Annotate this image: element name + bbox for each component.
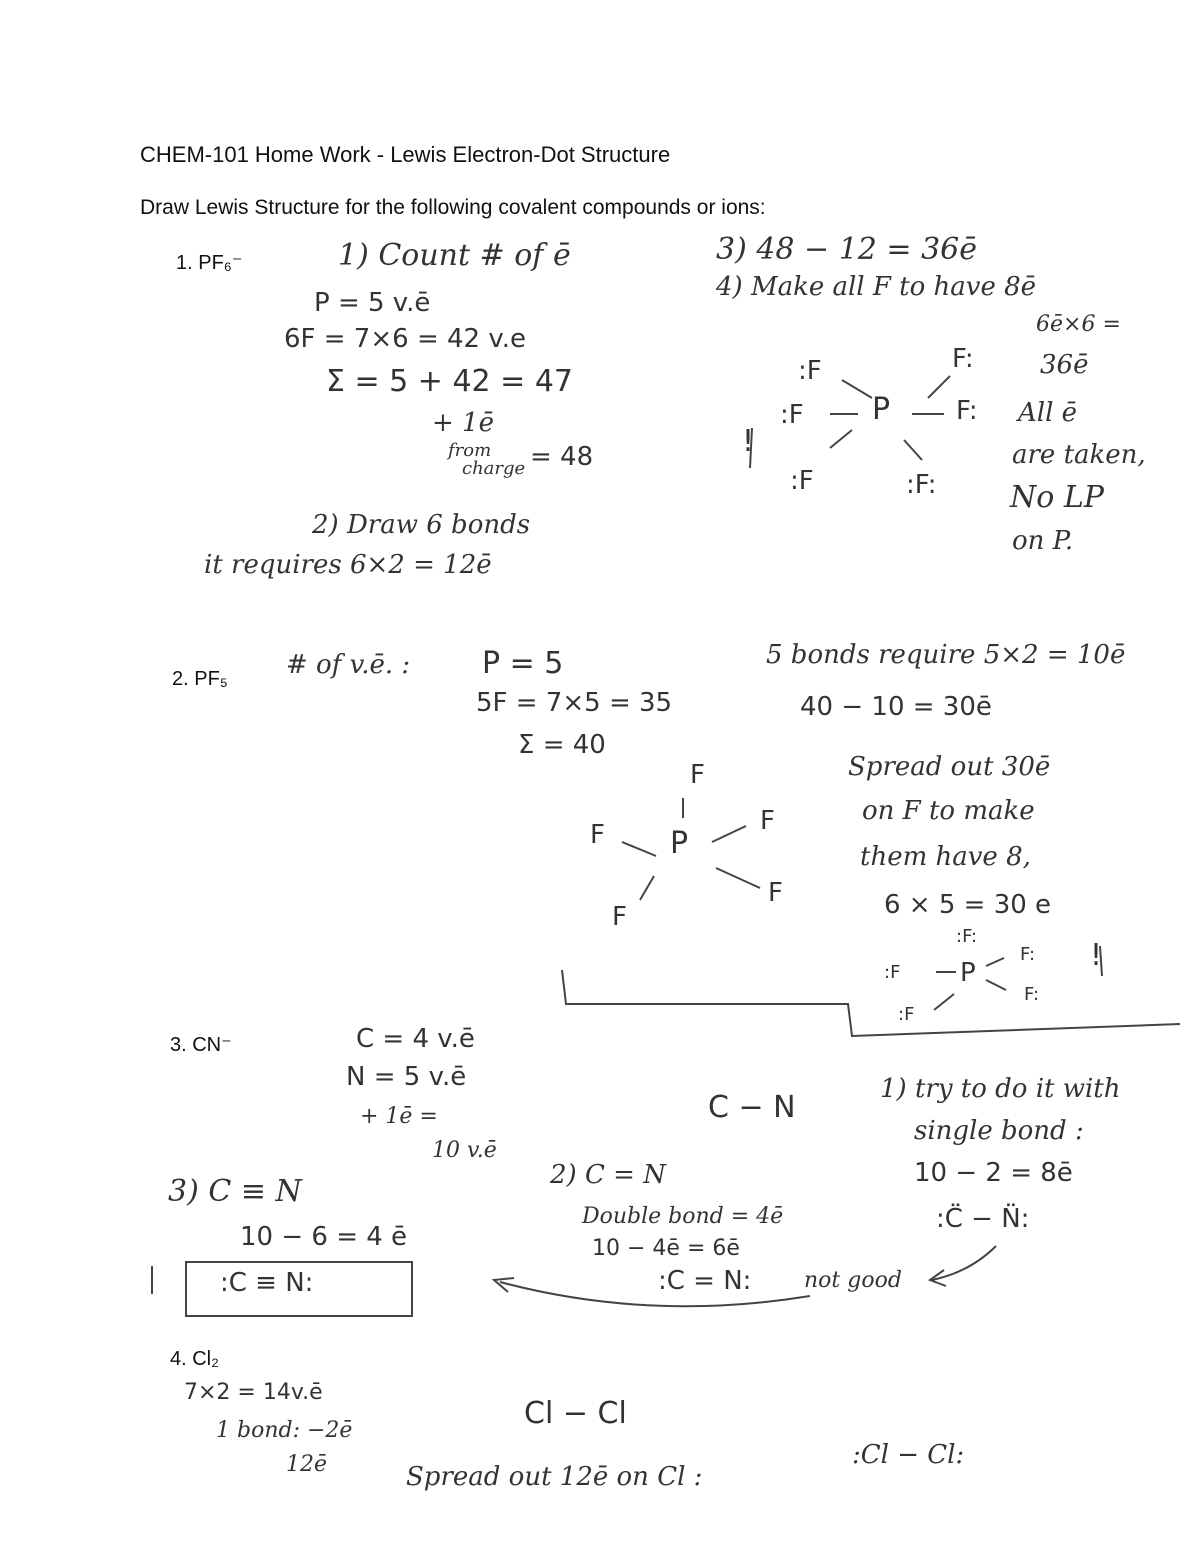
q2-small-f-bottom: :F [898, 1004, 915, 1025]
q3-not-good: not good [804, 1268, 902, 1293]
q4-remaining: 12ē [286, 1452, 328, 1477]
q4-final: :Cl − Cl: [852, 1440, 965, 1470]
q2-sub: 40 − 10 = 30ē [800, 692, 992, 722]
q2-count: # of v.ē. : [286, 650, 411, 680]
question-2-label: 2. PF₅ [172, 668, 228, 690]
q4-bond: 1 bond: −2ē [216, 1418, 353, 1443]
q3-try4: :C̈ − N̈: [936, 1204, 1030, 1234]
q1-eq48: = 48 [530, 442, 594, 472]
q3-dbl1: 2) C = N [550, 1160, 666, 1190]
q3-dbl4: :C = N: [658, 1266, 752, 1296]
q1-f-upper-right: F: [952, 344, 974, 374]
q1-on-p: on P. [1012, 526, 1074, 556]
q1-f-valence: 6F = 7×6 = 42 v.e [284, 324, 526, 354]
q2-f-right: F [760, 806, 775, 836]
q1-f-lower-left: :F [790, 466, 814, 496]
q3-try1: 1) try to do it with [880, 1074, 1121, 1104]
page-title: CHEM-101 Home Work - Lewis Electron-Dot Structure [140, 142, 671, 167]
q2-f-lower-left: F [612, 902, 627, 932]
q3-n: N = 5 v.ē [346, 1062, 467, 1092]
q3-dbl2: Double bond = 4ē [582, 1204, 784, 1229]
q1-p-valence: P = 5 v.ē [314, 288, 431, 318]
q2-p-atom: P [670, 826, 689, 861]
question-1-label: 1. PF₆⁻ [176, 252, 243, 274]
q2-f: 5F = 7×5 = 35 [476, 688, 673, 718]
q3-try2: single bond : [914, 1116, 1084, 1146]
q2-spread3: them have 8, [860, 842, 1031, 872]
q3-plus: + 1ē = [360, 1104, 438, 1129]
q3-single-bond: C − N [708, 1090, 796, 1125]
q1-requires: it requires 6×2 = 12ē [204, 550, 492, 580]
q1-f-upper-left: :F [798, 356, 822, 386]
q2-exclamation: ! [1090, 938, 1103, 973]
q1-exclamation: ! [742, 424, 755, 459]
q1-f-left: :F [780, 400, 804, 430]
q4-spread: Spread out 12ē on Cl : [406, 1462, 703, 1492]
q1-charge: charge [462, 458, 526, 479]
q1-f-right: F: [956, 396, 978, 426]
q2-small-f-top: :F: [956, 926, 978, 947]
q3-trip1: 3) C ≡ N [168, 1174, 302, 1209]
q2-small-p: P [960, 958, 976, 988]
q2-sum: Σ = 40 [518, 730, 606, 760]
q1-step3: 3) 48 − 12 = 36ē [716, 232, 978, 267]
q1-step2: 2) Draw 6 bonds [312, 510, 531, 540]
q2-p: P = 5 [482, 646, 564, 681]
question-3-label: 3. CN⁻ [170, 1034, 232, 1056]
q2-small-f-right-1: F: [1020, 944, 1036, 965]
instructions: Draw Lewis Structure for the following covalent compounds or ions: [140, 196, 766, 219]
q3-dbl3: 10 − 4ē = 6ē [592, 1236, 740, 1261]
q2-bonds: 5 bonds require 5×2 = 10ē [766, 640, 1126, 670]
q1-six-times: 6ē×6 = [1036, 312, 1121, 337]
q2-f-top: F [690, 760, 705, 790]
q1-f-lower-right: :F: [906, 470, 937, 500]
q1-p-atom: P [872, 392, 891, 427]
q1-step1: 1) Count # of ē [338, 238, 571, 273]
q4-cl-cl: Cl − Cl [524, 1396, 627, 1431]
q1-step4: 4) Make all F to have 8ē [716, 272, 1037, 302]
question-4-label: 4. Cl₂ [170, 1348, 219, 1370]
q1-from: from [448, 440, 492, 461]
q2-spread2: on F to make [862, 796, 1035, 826]
q1-are-taken: are taken, [1012, 440, 1146, 470]
q4-calc: 7×2 = 14v.ē [184, 1380, 323, 1405]
q3-c: C = 4 v.ē [356, 1024, 475, 1054]
q2-spread1: Spread out 30ē [848, 752, 1051, 782]
q2-small-f-right-2: F: [1024, 984, 1040, 1005]
q1-all-electrons: All ē [1018, 398, 1078, 428]
q3-try3: 10 − 2 = 8ē [914, 1158, 1073, 1188]
q2-f-lower-right: F [768, 878, 783, 908]
q2-calc: 6 × 5 = 30 e [884, 890, 1052, 920]
q1-sum: Σ = 5 + 42 = 47 [326, 364, 574, 399]
q2-f-left: F [590, 820, 605, 850]
q2-small-f-left: :F [884, 962, 901, 983]
q3-final: :C ≡ N: [220, 1268, 314, 1298]
q1-thirtysix: 36ē [1040, 350, 1089, 380]
q1-no-lp: No LP [1010, 480, 1104, 515]
q1-plus-electron: + 1ē [432, 408, 494, 438]
q3-total: 10 v.ē [432, 1138, 497, 1163]
q3-trip2: 10 − 6 = 4 ē [240, 1222, 408, 1252]
